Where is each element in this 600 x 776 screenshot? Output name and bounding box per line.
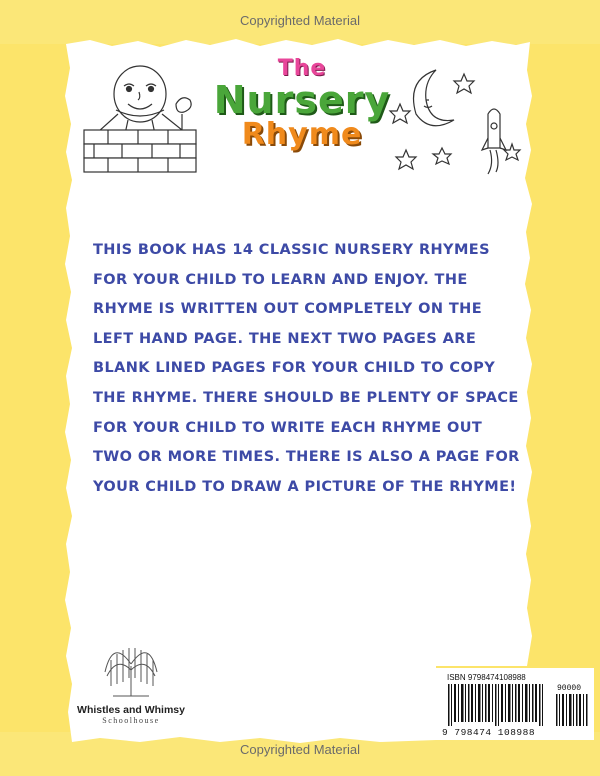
publisher-logo	[76, 640, 186, 725]
title-line-3: Rhyme	[241, 117, 363, 152]
humpty-dumpty-icon	[76, 58, 201, 183]
barcode-digits: 9 798474 108988	[442, 727, 536, 738]
star-icon	[396, 150, 416, 169]
book-title	[212, 58, 392, 150]
publisher-name: Whistles and Whimsy	[77, 704, 185, 716]
publisher-subtitle: Schoolhouse	[102, 716, 160, 725]
title-line-1: The	[277, 56, 327, 81]
isbn-label: ISBN 9798474108988	[447, 673, 526, 682]
night-sky-illustration	[384, 60, 524, 190]
price-code: 90000	[557, 684, 582, 693]
star-icon	[390, 104, 410, 123]
willow-tree-icon	[101, 640, 161, 698]
title-line-2: Nursery	[213, 78, 391, 122]
star-icon	[504, 144, 520, 160]
barcode-box	[436, 668, 594, 740]
copyright-watermark-top: Copyrighted Material	[240, 13, 360, 28]
copyright-watermark-bottom: Copyrighted Material	[240, 742, 360, 757]
book-description: THIS BOOK HAS 14 CLASSIC NURSERY RHYMES FOR YOUR CHILD TO LEARN AND ENJOY. THE RHYME IS WRITTEN OUT COMPLETELY ON THE LEFT HAND PAGE. THE NEXT TWO PAGES ARE BLANK LINED PAGES FOR YOUR CHILD TO COPY THE RHYME. THERE SHOULD BE PLENTY OF SPACE FOR YOUR CHILD TO WRITE EACH RHYME OUT TWO OR MORE TIMES. THERE IS ALSO A PAGE FOR YOUR CHILD TO DRAW A PICTURE OF THE RHYME!	[93, 242, 520, 495]
star-icon	[454, 74, 474, 93]
star-icon	[433, 148, 451, 164]
moon-icon	[414, 70, 455, 126]
